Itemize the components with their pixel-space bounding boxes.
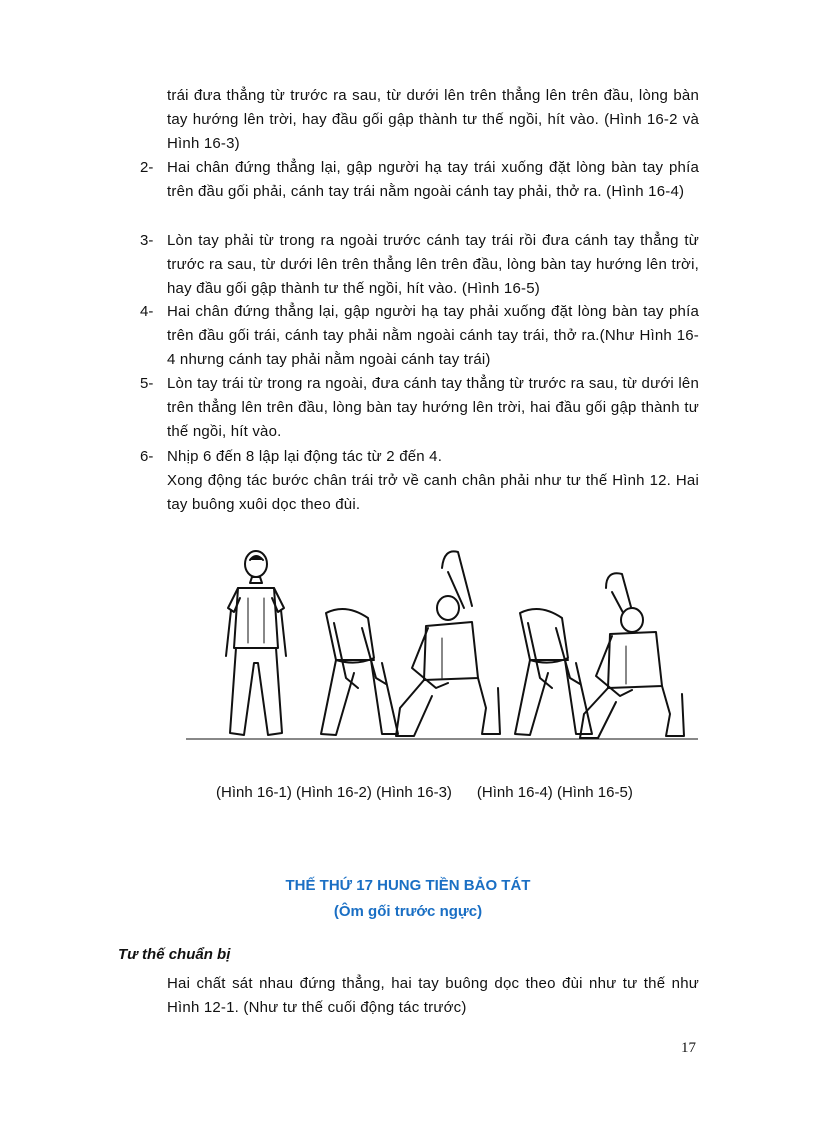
- step-number: 2-: [140, 159, 154, 176]
- step-text: Lòn tay phải từ trong ra ngoài trước cánh tay trái rồi đưa cánh tay thẳng từ trước ra sau, từ dưới lên trên thẳng lên trên đầu, lòng bàn tay hướng lên trời, hay đầu gối gập thành tư thế ngồi, hít vào. (Hình 16-5): [167, 232, 699, 297]
- step-text: Hai chân đứng thẳng lại, gập người hạ tay trái xuống đặt lòng bàn tay phía trên đầu gối phải, cánh tay trái nằm ngoài cánh tay phải, thở ra. (Hình 16-4): [167, 159, 699, 200]
- section-subtitle: (Ôm gối trước ngực): [333, 903, 483, 920]
- figure-16-4: [515, 609, 592, 735]
- figure-16-3: [396, 551, 500, 736]
- step-text: Lòn tay trái từ trong ra ngoài, đưa cánh tay thẳng từ trước ra sau, từ dưới lên trên thẳng lên trên đầu, lòng bàn tay hướng lên trời, hai đầu gối gập thành tư thế ngồi, hít vào.: [167, 375, 699, 440]
- preparation-heading: Tư thế chuẩn bị: [118, 946, 231, 963]
- step-number: 4-: [140, 303, 154, 320]
- closing-paragraph: Xong động tác bước chân trái trở về canh chân phải như tư thế Hình 12. Hai tay buông xuôi dọc theo đùi.: [167, 472, 699, 513]
- intro-paragraph: trái đưa thẳng từ trước ra sau, từ dưới lên trên thẳng lên trên đầu, lòng bàn tay hướng lên trời, hay đầu gối gập thành tư thế ngồi, hít vào. (Hình 16-2 và Hình 16-3): [167, 87, 699, 152]
- page-number: 17: [681, 1040, 696, 1056]
- step-number: 5-: [140, 375, 154, 392]
- step-number: 3-: [140, 232, 154, 249]
- step-number: 6-: [140, 448, 154, 465]
- figure-16-2: [321, 609, 398, 735]
- preparation-paragraph: Hai chất sát nhau đứng thẳng, hai tay buông dọc theo đùi như tư thế như Hình 12-1. (Như tư thế cuối động tác trước): [167, 975, 699, 1016]
- section-title: THẾ THỨ 17 HUNG TIỀN BẢO TÁT: [285, 877, 531, 894]
- exercise-illustration: [186, 538, 698, 748]
- figure-16-1: [226, 551, 286, 735]
- figure-captions: (Hình 16-1) (Hình 16-2) (Hình 16-3) (Hình 16-4) (Hình 16-5): [216, 784, 633, 801]
- step-text: Hai chân đứng thẳng lại, gập người hạ tay phải xuống đặt lòng bàn tay phía trên đầu gối trái, cánh tay phải nằm ngoài cánh tay trái, thở ra.(Như Hình 16-4 nhưng cánh tay phải nằm ngoài cánh tay trái): [167, 303, 699, 368]
- figure-16-5: [580, 573, 684, 738]
- step-text: Nhịp 6 đến 8 lập lại động tác từ 2 đến 4.: [167, 448, 443, 465]
